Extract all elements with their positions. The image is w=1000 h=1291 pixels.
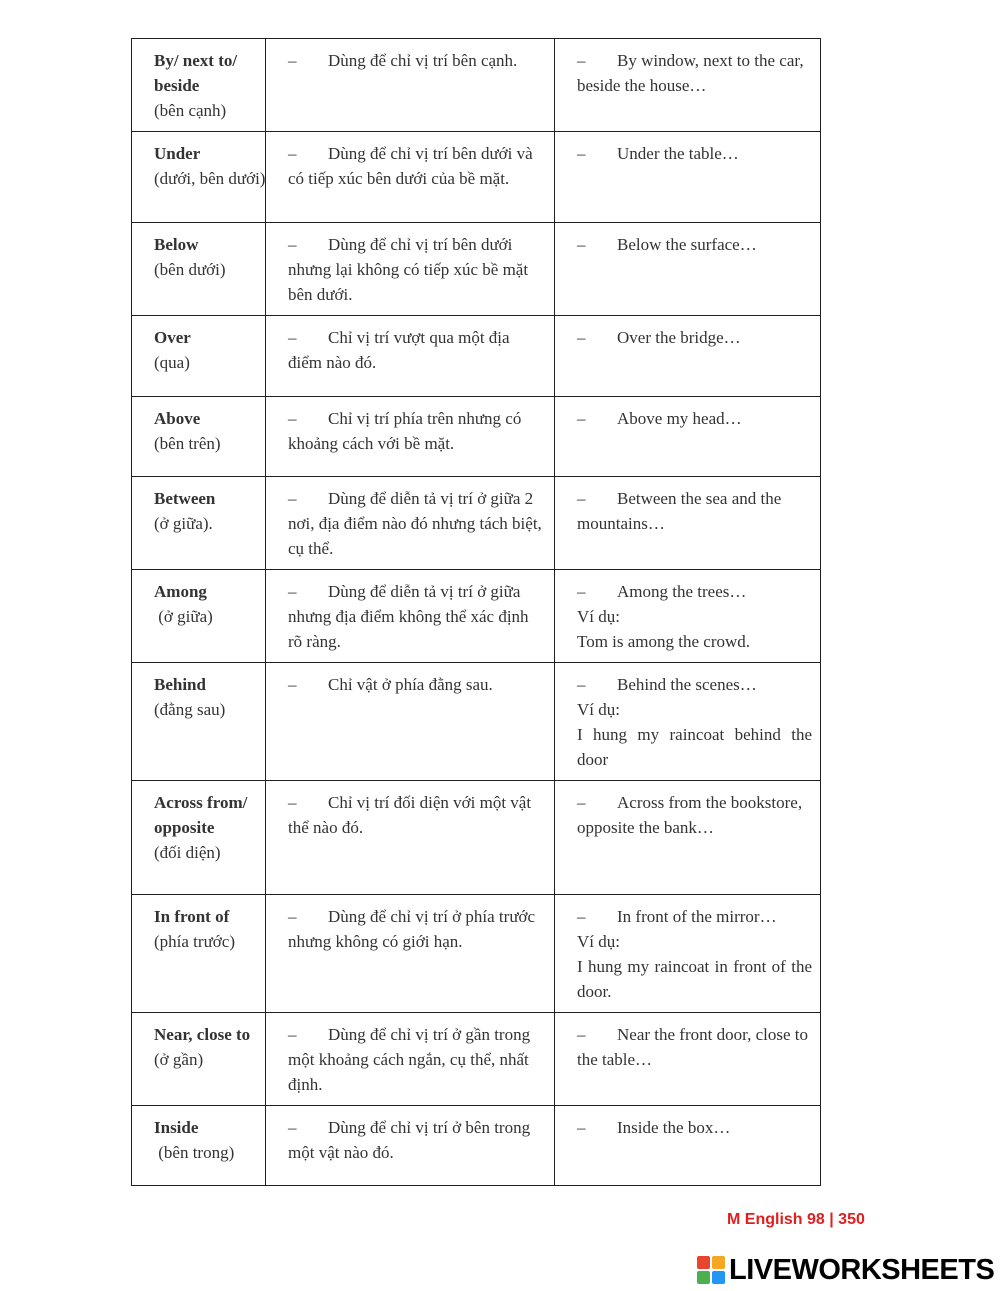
usage-text: Chỉ vị trí đối diện với một vật thể nào đó.: [288, 793, 532, 837]
usage-cell: [266, 781, 555, 895]
term: Over: [154, 328, 191, 347]
dash: –: [288, 907, 297, 926]
example-cell: [555, 39, 821, 132]
dash: –: [288, 489, 297, 508]
example-line: I hung my raincoat behind the door: [577, 725, 812, 769]
table-row: [132, 477, 821, 570]
dash: –: [288, 144, 297, 163]
term-translation: (ở gần): [154, 1050, 204, 1069]
usage-cell: [266, 316, 555, 397]
term-translation: (đằng sau): [154, 700, 226, 719]
term-translation: (qua): [154, 353, 190, 372]
term-cell: [132, 781, 266, 895]
example-cell: [555, 570, 821, 663]
dash: –: [288, 582, 297, 601]
dash: –: [577, 489, 586, 508]
usage-text: Dùng để diễn tả vị trí ở giữa nhưng địa điểm không thể xác định rõ ràng.: [288, 582, 529, 651]
term-translation: (phía trước): [154, 932, 235, 951]
term-cell: [132, 895, 266, 1013]
term-translation: (bên cạnh): [154, 101, 227, 120]
dash: –: [288, 409, 297, 428]
usage-cell: [266, 39, 555, 132]
example-text: Below the surface…: [617, 235, 757, 254]
term: Under: [154, 144, 201, 163]
example-text: Behind the scenes…: [617, 675, 757, 694]
usage-cell: [266, 570, 555, 663]
usage-cell: [266, 1106, 555, 1186]
usage-cell: [266, 477, 555, 570]
dash: –: [288, 1025, 297, 1044]
example-line: I hung my raincoat in front of the door.: [577, 957, 812, 1001]
dash: –: [288, 793, 297, 812]
term: Between: [154, 489, 216, 508]
term-cell: [132, 1013, 266, 1106]
dash: –: [288, 235, 297, 254]
term-cell: [132, 477, 266, 570]
example-text: Above my head…: [617, 409, 742, 428]
term-translation: (ở giữa).: [154, 514, 213, 533]
term-cell: [132, 570, 266, 663]
example-line: Ví dụ:: [577, 932, 620, 951]
dash: –: [577, 907, 586, 926]
example-line: Tom is among the crowd.: [577, 632, 751, 651]
dash: –: [577, 1118, 586, 1137]
table-row: [132, 397, 821, 477]
page-footer: M English 98 | 350: [727, 1211, 865, 1228]
usage-text: Dùng để chỉ vị trí bên dưới nhưng lại không có tiếp xúc bề mặt bên dưới.: [288, 235, 529, 304]
example-line: Ví dụ:: [577, 607, 620, 626]
usage-text: Chỉ vật ở phía đằng sau.: [328, 675, 493, 694]
term-translation: (bên trên): [154, 434, 221, 453]
example-cell: [555, 223, 821, 316]
example-cell: [555, 781, 821, 895]
liveworksheets-logo: [697, 1253, 994, 1287]
term: Below: [154, 235, 199, 254]
example-cell: [555, 316, 821, 397]
dash: –: [577, 235, 586, 254]
logo-square: [712, 1256, 725, 1269]
usage-text: Dùng để diễn tả vị trí ở giữa 2 nơi, địa điểm nào đó nhưng tách biệt, cụ thể.: [288, 489, 542, 558]
term: Among: [154, 582, 207, 601]
example-text: By window, next to the car, beside the house…: [577, 51, 804, 95]
table-row: [132, 316, 821, 397]
table-row: [132, 1106, 821, 1186]
example-text: Among the trees…: [617, 582, 747, 601]
term: Inside: [154, 1118, 199, 1137]
dash: –: [288, 51, 297, 70]
term-cell: [132, 223, 266, 316]
table-body: [132, 39, 821, 1186]
example-cell: [555, 132, 821, 223]
dash: –: [577, 144, 586, 163]
logo-square: [697, 1271, 710, 1284]
term: Across from/ opposite: [154, 793, 248, 837]
example-cell: [555, 1106, 821, 1186]
liveworksheets-logo-icon: [697, 1256, 725, 1284]
term-translation: (dưới, bên dưới): [154, 169, 266, 188]
logo-square: [697, 1256, 710, 1269]
dash: –: [577, 675, 586, 694]
usage-text: Chỉ vị trí phía trên nhưng có khoảng cách với bề mặt.: [288, 409, 522, 453]
usage-cell: [266, 895, 555, 1013]
term: By/ next to/ beside: [154, 51, 238, 95]
example-text: Under the table…: [617, 144, 739, 163]
usage-text: Dùng để chỉ vị trí ở gần trong một khoảng cách ngắn, cụ thể, nhất định.: [288, 1025, 531, 1094]
table-row: [132, 39, 821, 132]
example-text: Across from the bookstore, opposite the bank…: [577, 793, 803, 837]
prepositions-table: [131, 38, 821, 1186]
dash: –: [577, 1025, 586, 1044]
logo-text: LIVEWORKSHEETS: [729, 1253, 995, 1286]
example-cell: [555, 663, 821, 781]
example-text: Between the sea and the mountains…: [577, 489, 782, 533]
example-text: Inside the box…: [617, 1118, 731, 1137]
usage-text: Dùng để chỉ vị trí ở bên trong một vật nào đó.: [288, 1118, 531, 1162]
example-cell: [555, 477, 821, 570]
usage-cell: [266, 223, 555, 316]
term-cell: [132, 39, 266, 132]
term-cell: [132, 132, 266, 223]
example-cell: [555, 1013, 821, 1106]
example-text: In front of the mirror…: [617, 907, 777, 926]
term-cell: [132, 663, 266, 781]
term-cell: [132, 1106, 266, 1186]
dash: –: [577, 582, 586, 601]
example-cell: [555, 895, 821, 1013]
dash: –: [577, 409, 586, 428]
usage-text: Dùng để chỉ vị trí ở phía trước nhưng không có giới hạn.: [288, 907, 536, 951]
table-row: [132, 570, 821, 663]
term-translation: (đối diện): [154, 843, 221, 862]
table-row: [132, 895, 821, 1013]
dash: –: [577, 793, 586, 812]
term-translation: (ở giữa): [154, 607, 213, 626]
dash: –: [577, 51, 586, 70]
usage-cell: [266, 1013, 555, 1106]
example-cell: [555, 397, 821, 477]
example-text: Over the bridge…: [617, 328, 741, 347]
term-cell: [132, 316, 266, 397]
table-row: [132, 223, 821, 316]
table-row: [132, 781, 821, 895]
dash: –: [288, 328, 297, 347]
dash: –: [577, 328, 586, 347]
usage-text: Chỉ vị trí vượt qua một địa điểm nào đó.: [288, 328, 510, 372]
term: Behind: [154, 675, 206, 694]
term: In front of: [154, 907, 230, 926]
logo-square: [712, 1271, 725, 1284]
term: Near, close to: [154, 1025, 251, 1044]
example-text: Near the front door, close to the table…: [577, 1025, 808, 1069]
term-cell: [132, 397, 266, 477]
usage-cell: [266, 663, 555, 781]
dash: –: [288, 1118, 297, 1137]
usage-cell: [266, 397, 555, 477]
dash: –: [288, 675, 297, 694]
term: Above: [154, 409, 201, 428]
table-row: [132, 132, 821, 223]
usage-text: Dùng để chỉ vị trí bên cạnh.: [328, 51, 518, 70]
usage-cell: [266, 132, 555, 223]
table-row: [132, 1013, 821, 1106]
term-translation: (bên trong): [154, 1143, 235, 1162]
usage-text: Dùng để chỉ vị trí bên dưới và có tiếp xúc bên dưới của bề mặt.: [288, 144, 533, 188]
term-translation: (bên dưới): [154, 260, 226, 279]
table-row: [132, 663, 821, 781]
example-line: Ví dụ:: [577, 700, 620, 719]
